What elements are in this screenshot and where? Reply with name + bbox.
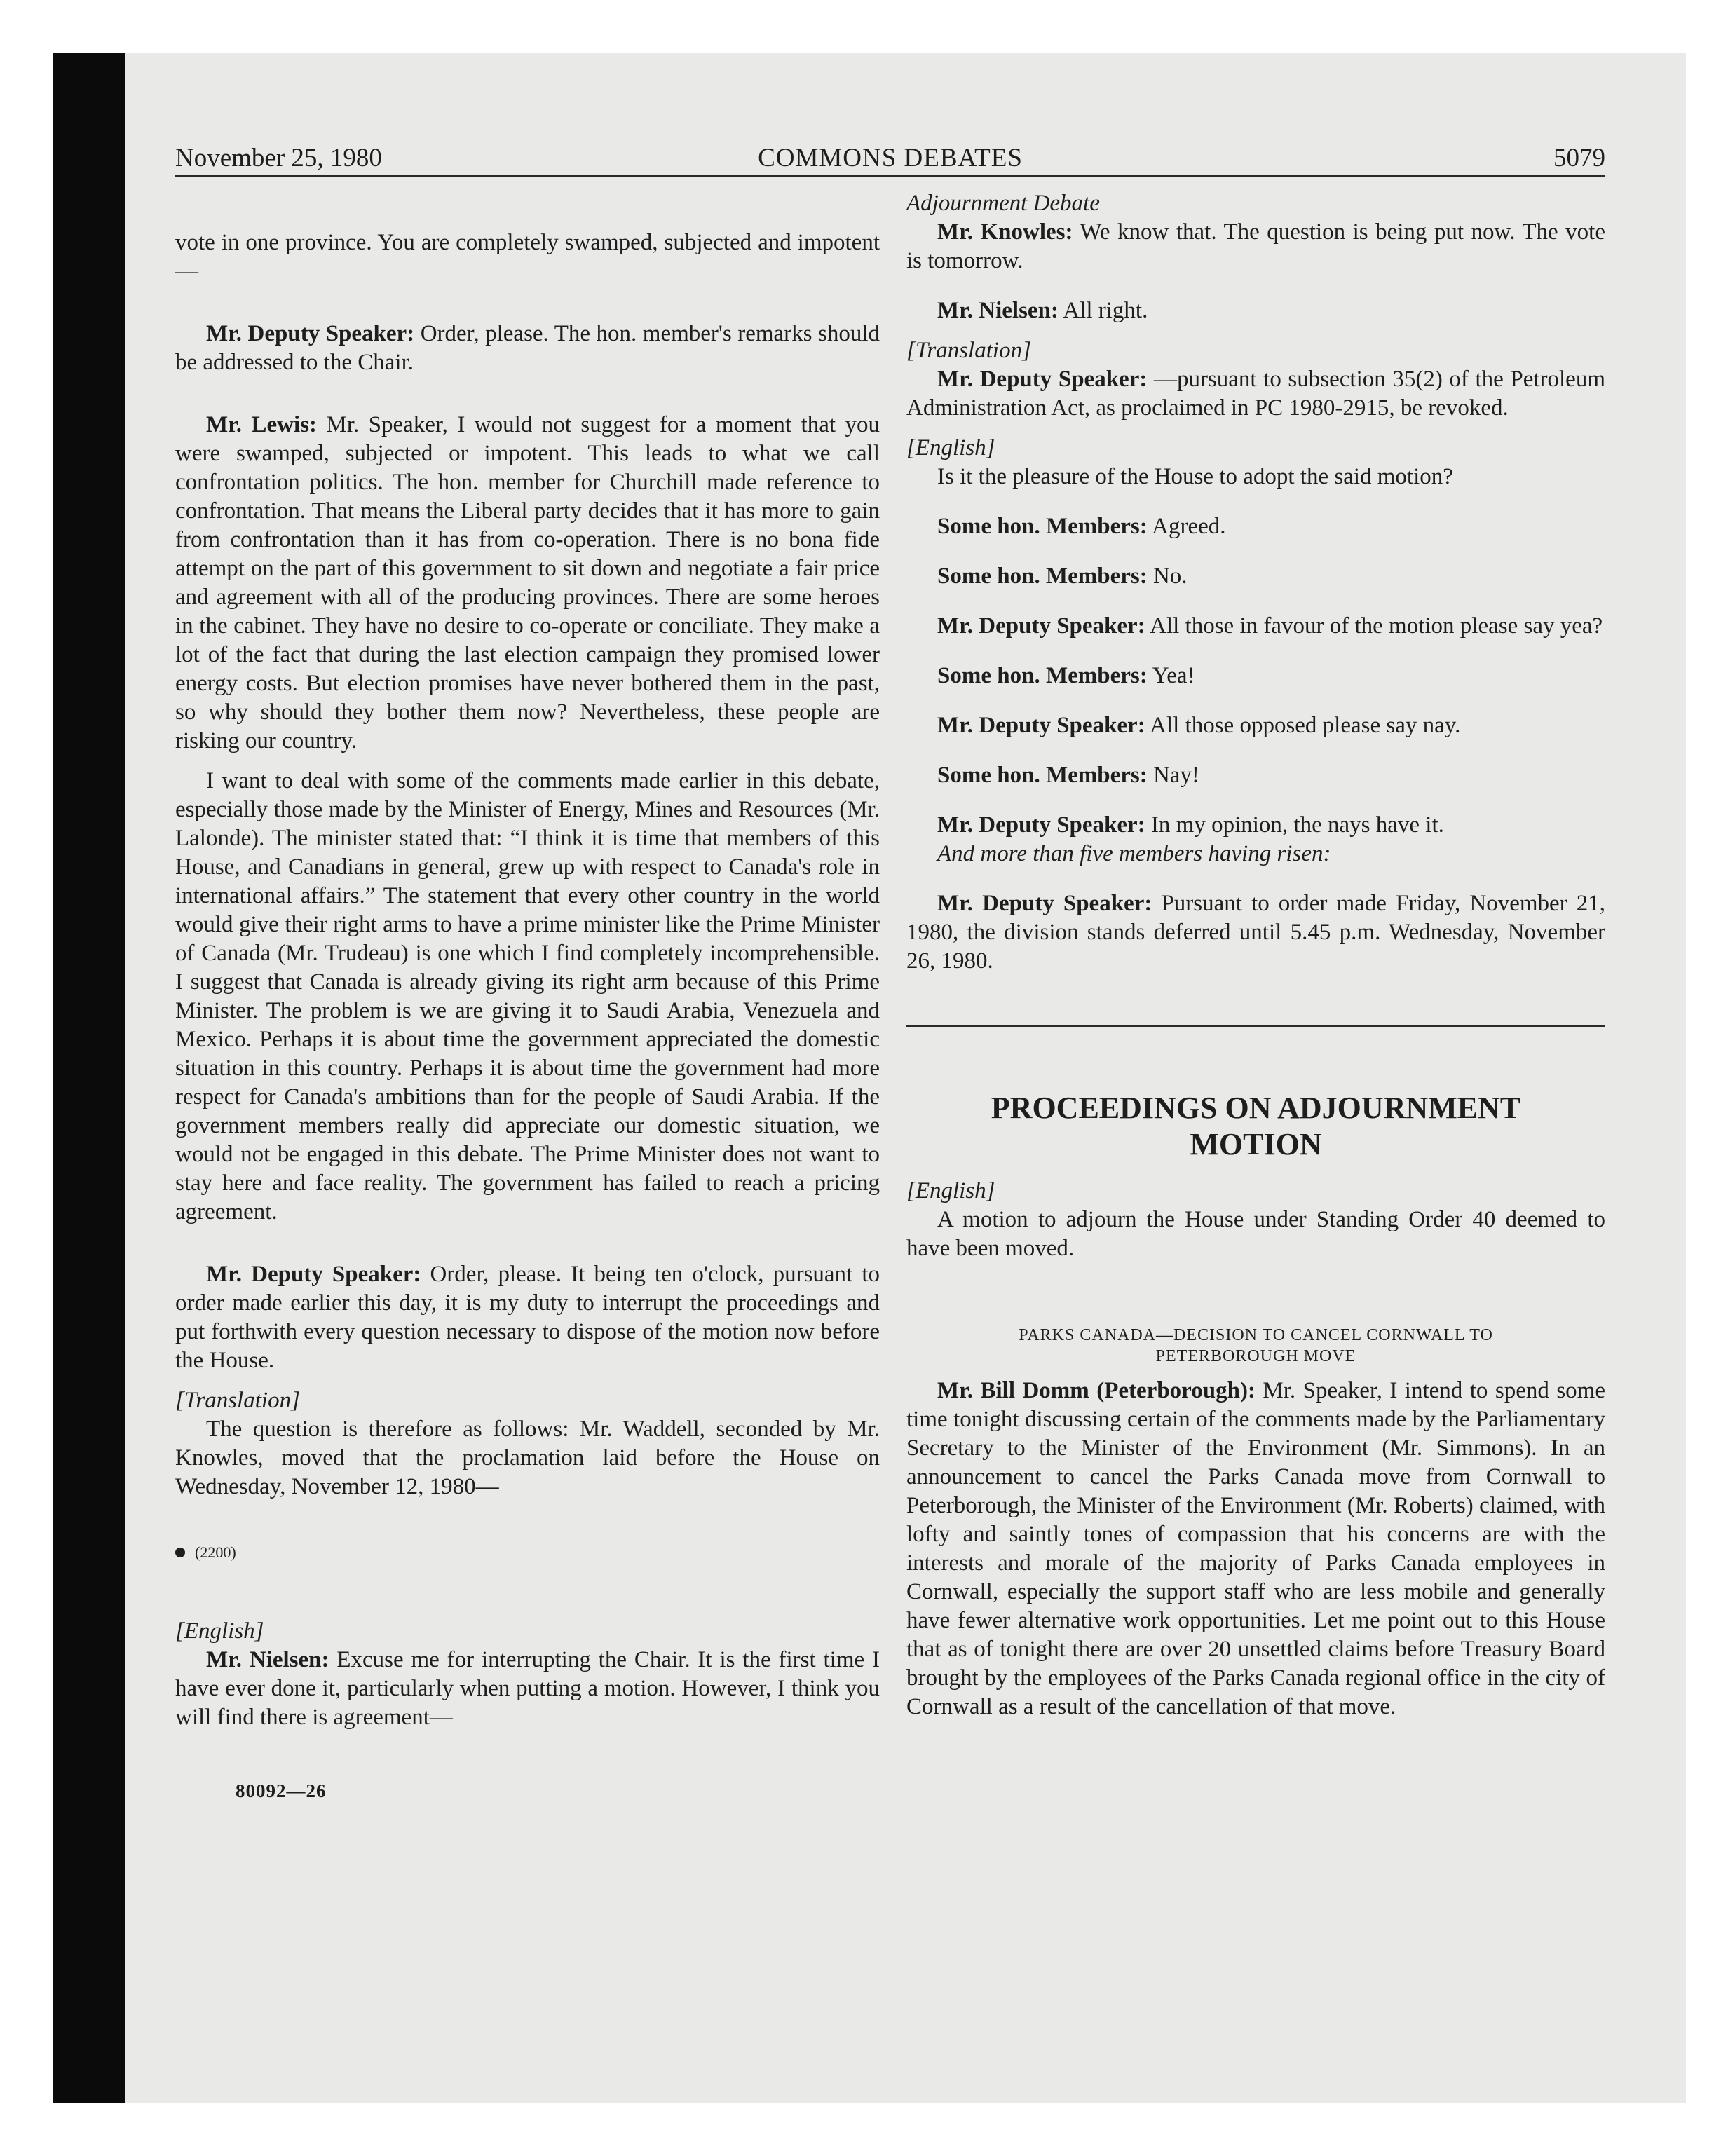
speaker-name: Mr. Deputy Speaker: bbox=[206, 1262, 421, 1287]
binding-edge bbox=[53, 53, 125, 2103]
paragraph bbox=[906, 365, 1605, 423]
paragraph bbox=[906, 662, 1605, 690]
header-date: November 25, 1980 bbox=[175, 144, 382, 172]
paragraph bbox=[906, 1377, 1605, 1721]
speech-text: Mr. Speaker, I would not suggest for a moment that you were swamped, subjected or impotent. This leads to what we call confrontation politics. The hon. member for Churchill made reference to confrontation. That means the Liberal party decides that it has more to gain from confrontation than it has from co-operation. There is no bona fide attempt on the part of this government to sit down and negotiate a fair price and agreement with all of the producing provinces. There are some heroes in the cabinet. They have no desire to co-operate or conciliate. They make a lot of the fact that during the last election campaign they promised lower energy costs. But election promises have never bothered them in the past, so why should they bother them now? Nevertheless, these people are risking our country. bbox=[175, 412, 880, 753]
paragraph: I want to deal with some of the comments made earlier in this debate, especially those made by the Minister of Energy, Mines and Resources (Mr. Lalonde). The minister stated that: “I think it is time that members of this House, and Canadians in general, grew up with respect to Canada's role in international affairs.” The statement that every other country in the world would give their right arms to have a prime minister like the Prime Minister of Canada (Mr. Trudeau) is one which I find completely incomprehensible. I suggest that Canada is already giving its right arm because of this Prime Minister. The problem is we are giving it to Saudi Arabia, Venezuela and Mexico. Perhaps it is about time the government appreciated the domestic situation in this country. Perhaps it is about time the government had more respect for Canada's ambitions than for the people of Saudi Arabia. If the government members really did appreciate our domestic situation, we would not be engaged in this debate. The Prime Minister does not want to stay here and face reality. The government has failed to reach a pricing agreement. bbox=[175, 768, 880, 1224]
speaker-name: Mr. Deputy Speaker: bbox=[937, 713, 1145, 738]
paragraph bbox=[906, 889, 1605, 976]
print-code: 80092—26 bbox=[236, 1780, 327, 1801]
section-title-line: MOTION bbox=[1190, 1127, 1322, 1161]
speaker-name: Some hon. Members: bbox=[937, 763, 1148, 788]
paragraph: Is it the pleasure of the House to adopt the said motion? bbox=[937, 464, 1453, 489]
page-header bbox=[175, 140, 1605, 177]
speech-text: Yea! bbox=[1147, 663, 1195, 688]
time-marker bbox=[175, 1538, 880, 1567]
paragraph bbox=[906, 612, 1605, 641]
speech-text: —pursuant to subsection 35(2) of the Petroleum Administration Act, as proclaimed in PC 1980-2915, be revoked. bbox=[906, 367, 1605, 421]
speech-text: Mr. Speaker, I intend to spend some time tonight discussing certain of the comments made by the Parliamentary Secretary to the Minister of the Environment (Mr. Simmons). In an announcement to cancel the Parks Canada move from Cornwall to Peterborough, the Minister of the Environment (Mr. Roberts) claimed, with lofty and saintly tones of compassion that his concerns are with the interests and morale of the majority of Parks Canada employees in Cornwall, especially the support staff who are less mobile and generally have fewer alternative work opportunities. Let me point out to this House that as of tonight there are over 20 unsettled claims before Treasury Board brought by the employees of the Parks Canada regional office in the city of Cornwall as a result of the cancellation of that move. bbox=[906, 1378, 1606, 1719]
running-head: Adjournment Debate bbox=[906, 191, 1100, 216]
speech-text: Nay! bbox=[1147, 763, 1199, 788]
speech-text: No. bbox=[1147, 564, 1188, 589]
language-marker: [Translation] bbox=[175, 1388, 300, 1413]
speaker-name: Mr. Nielsen: bbox=[937, 298, 1059, 323]
bullet-icon bbox=[175, 1548, 185, 1557]
left-column bbox=[175, 189, 880, 1806]
paragraph bbox=[906, 711, 1605, 740]
paragraph bbox=[906, 218, 1605, 275]
speaker-name: Mr. Bill Domm (Peterborough): bbox=[937, 1378, 1256, 1403]
speech-text: All those opposed please say nay. bbox=[1145, 713, 1461, 738]
speech-text: We know that. The question is being put now. The vote is tomorrow. bbox=[906, 219, 1605, 273]
right-column bbox=[906, 189, 1605, 1721]
speaker-name: Mr. Deputy Speaker: bbox=[937, 613, 1145, 639]
paragraph bbox=[906, 512, 1605, 541]
header-page-number: 5079 bbox=[1553, 144, 1605, 172]
paragraph: A motion to adjourn the House under Standing Order 40 deemed to have been moved. bbox=[906, 1207, 1605, 1261]
speech-text: Pursuant to order made Friday, November 21, 1980, the division stands deferred until 5.45 p.m. Wednesday, November 26, 1980. bbox=[906, 891, 1605, 974]
speech-text: All those in favour of the motion please say yea? bbox=[1145, 613, 1603, 639]
speaker-name: Mr. Knowles: bbox=[937, 219, 1073, 245]
paragraph bbox=[906, 761, 1605, 790]
speech-text: All right. bbox=[1058, 298, 1148, 323]
language-marker: [English] bbox=[175, 1618, 264, 1644]
paragraph: vote in one province. You are completely swamped, subjected and impotent— bbox=[175, 230, 880, 284]
language-marker: [English] bbox=[906, 1178, 995, 1203]
speech-text: Excuse me for interrupting the Chair. It is the first time I have ever done it, particularly when putting a motion. However, I think you will find there is agreement— bbox=[175, 1647, 880, 1730]
speech-text: Order, please. It being ten o'clock, pursuant to order made earlier this day, it is my duty to interrupt the proceedings and put forthwith every question necessary to dispose of the motion now before the House. bbox=[175, 1262, 880, 1373]
header-rule bbox=[175, 175, 1605, 177]
speech-text: Agreed. bbox=[1147, 514, 1226, 539]
paragraph bbox=[175, 1646, 880, 1732]
speaker-name: Mr. Deputy Speaker: bbox=[937, 891, 1152, 916]
speaker-name: Mr. Nielsen: bbox=[206, 1647, 329, 1672]
paragraph bbox=[175, 1260, 880, 1375]
time-marker-text: (2200) bbox=[195, 1543, 236, 1561]
paragraph: The question is therefore as follows: Mr. Waddell, seconded by Mr. Knowles, moved that the proclamation laid before the House on Wednesday, November 12, 1980— bbox=[175, 1417, 880, 1499]
section-title bbox=[906, 1090, 1605, 1163]
paragraph bbox=[175, 320, 880, 377]
speaker-name: Mr. Deputy Speaker: bbox=[937, 367, 1148, 392]
subheading-line: PARKS CANADA—DECISION TO CANCEL CORNWALL TO bbox=[1019, 1326, 1493, 1344]
stage-direction: And more than five members having risen: bbox=[937, 841, 1331, 866]
paragraph bbox=[906, 811, 1605, 840]
paragraph bbox=[175, 411, 880, 756]
speech-text: In my opinion, the nays have it. bbox=[1145, 812, 1444, 838]
subheading-line: PETERBOROUGH MOVE bbox=[1155, 1347, 1356, 1365]
speaker-name: Mr. Deputy Speaker: bbox=[937, 812, 1145, 838]
speaker-name: Some hon. Members: bbox=[937, 514, 1148, 539]
speaker-name: Some hon. Members: bbox=[937, 564, 1148, 589]
paragraph bbox=[906, 562, 1605, 591]
language-marker: [English] bbox=[906, 435, 995, 460]
paragraph bbox=[906, 296, 1605, 325]
speaker-name: Mr. Deputy Speaker: bbox=[206, 321, 415, 346]
speech-text: Order, please. The hon. member's remarks should be addressed to the Chair. bbox=[175, 321, 880, 375]
language-marker: [Translation] bbox=[906, 338, 1031, 363]
header-publication: COMMONS DEBATES bbox=[758, 144, 1023, 172]
speaker-name: Mr. Lewis: bbox=[206, 412, 317, 437]
speaker-name: Some hon. Members: bbox=[937, 663, 1148, 688]
section-title-line: PROCEEDINGS ON ADJOURNMENT bbox=[991, 1091, 1521, 1125]
subheading bbox=[906, 1325, 1605, 1367]
section-divider bbox=[906, 1025, 1605, 1027]
